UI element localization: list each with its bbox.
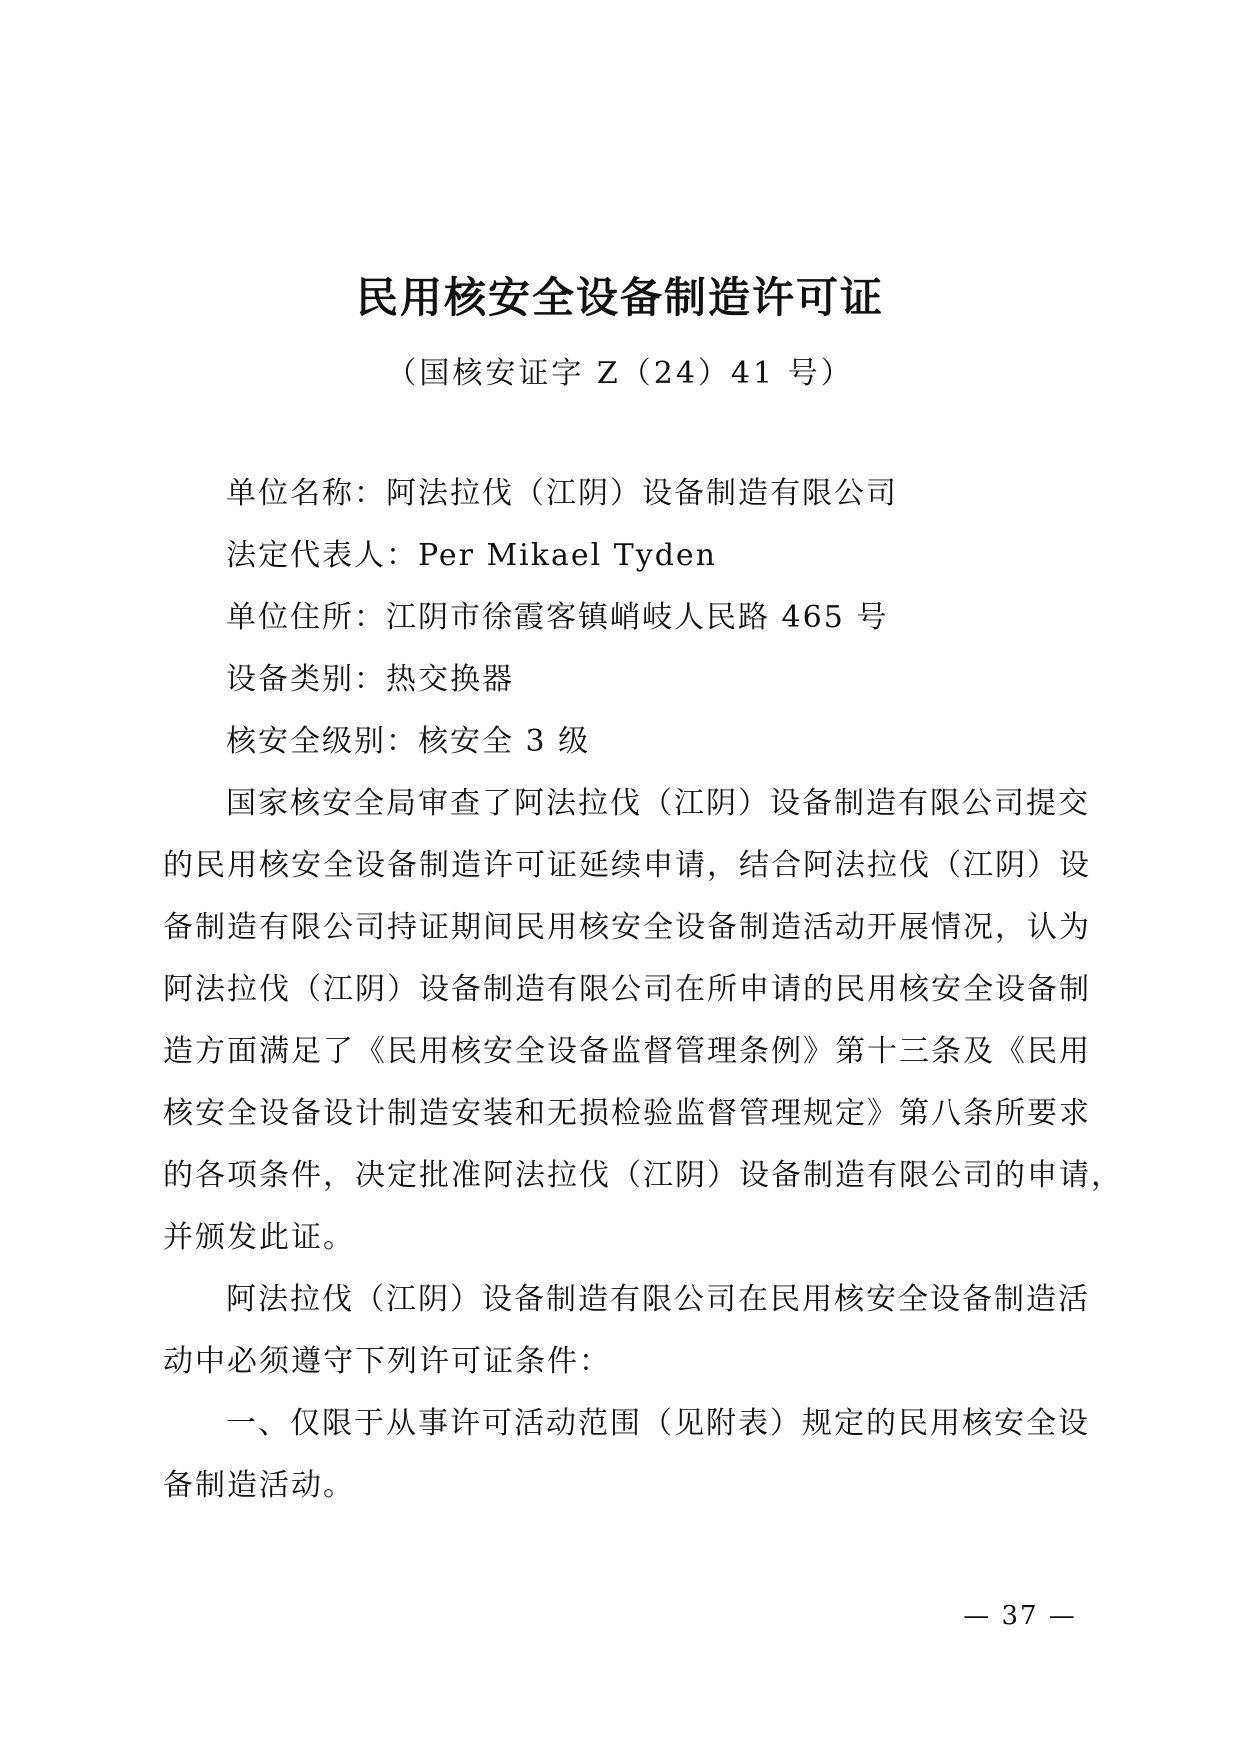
field-value: 江阴市徐霞客镇峭岐人民路 465 号 xyxy=(386,600,889,635)
field-value: 热交换器 xyxy=(386,662,514,697)
body-line: 阿法拉伐（江阴）设备制造有限公司在所申请的民用核安全设备制 xyxy=(163,972,1091,1007)
field-value: 核安全 3 级 xyxy=(418,724,591,759)
body-line: 国家核安全局审查了阿法拉伐（江阴）设备制造有限公司提交 xyxy=(226,786,1090,821)
body-line: 核安全设备设计制造安装和无损检验监督管理规定》第八条所要求 xyxy=(163,1096,1091,1131)
field-safety-class xyxy=(226,720,1126,764)
document-title: 民用核安全设备制造许可证 xyxy=(355,273,884,322)
field-address xyxy=(226,596,1126,640)
body-line: 动中必须遵守下列许可证条件： xyxy=(163,1344,611,1379)
field-legal-representative xyxy=(226,534,1126,578)
field-equipment-category xyxy=(226,658,1126,702)
field-label: 单位住所： xyxy=(226,600,386,635)
page-number: — 37 — xyxy=(963,1601,1077,1631)
field-value: Per Mikael Tyden xyxy=(418,538,717,573)
field-label: 法定代表人： xyxy=(226,538,418,573)
body-line: 并颁发此证。 xyxy=(163,1220,355,1255)
body-line: 阿法拉伐（江阴）设备制造有限公司在民用核安全设备制造活 xyxy=(226,1282,1090,1317)
body-line: 的各项条件，决定批准阿法拉伐（江阴）设备制造有限公司的申请， xyxy=(163,1158,1123,1193)
body-line: 的民用核安全设备制造许可证延续申请，结合阿法拉伐（江阴）设 xyxy=(163,848,1091,883)
body-line: 备制造活动。 xyxy=(163,1468,355,1503)
body-line: 造方面满足了《民用核安全设备监督管理条例》第十三条及《民用 xyxy=(163,1034,1091,1069)
field-unit-name xyxy=(226,472,1126,516)
field-label: 单位名称： xyxy=(226,476,386,511)
document-number: （国核安证字 Z（24）41 号） xyxy=(386,356,854,391)
body-line: 备制造有限公司持证期间民用核安全设备制造活动开展情况，认为 xyxy=(163,910,1091,945)
field-label: 设备类别： xyxy=(226,662,386,697)
field-label: 核安全级别： xyxy=(226,724,418,759)
field-value: 阿法拉伐（江阴）设备制造有限公司 xyxy=(386,476,898,511)
body-line: 一、仅限于从事许可活动范围（见附表）规定的民用核安全设 xyxy=(226,1406,1090,1441)
